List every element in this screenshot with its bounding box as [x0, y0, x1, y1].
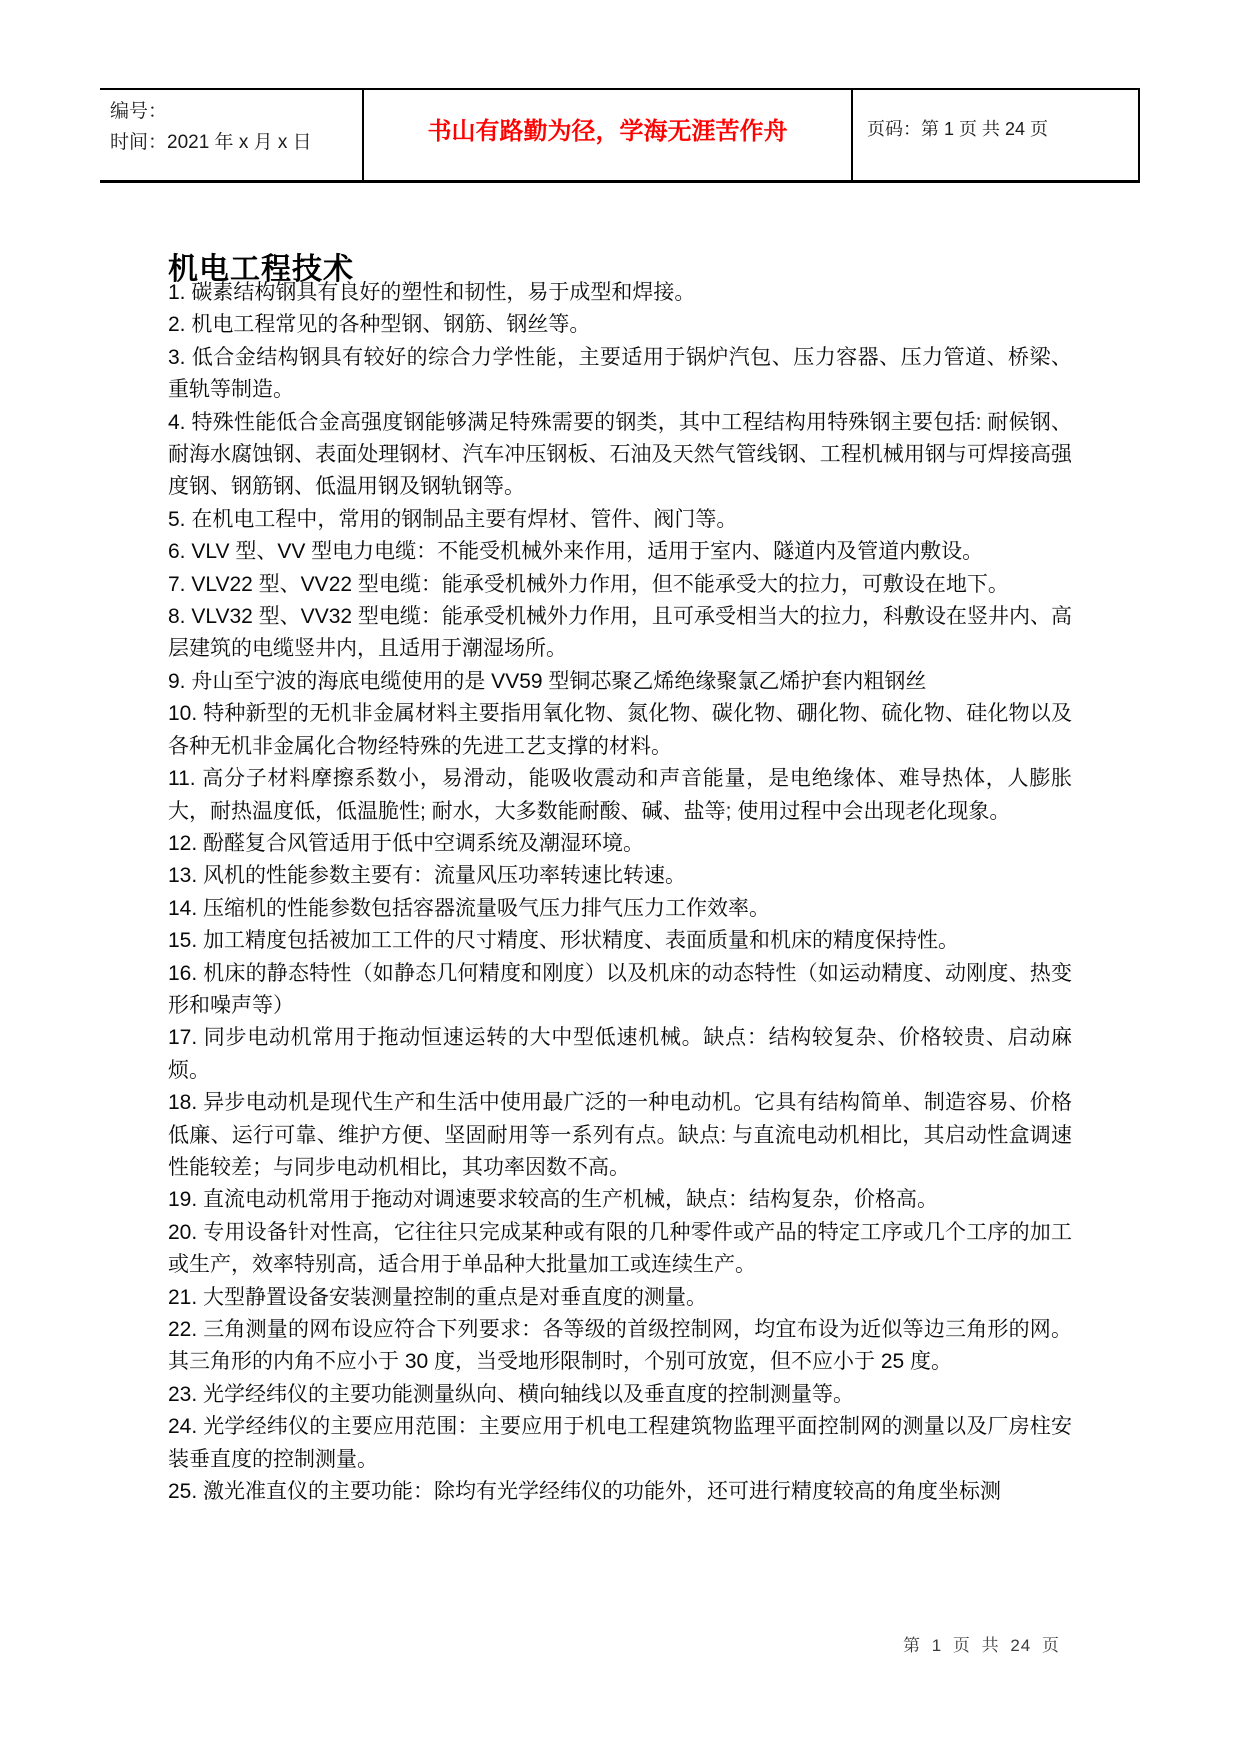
header-page-info: 页码：第 1 页 共 24 页 — [867, 119, 1049, 139]
list-item: 18. 异步电动机是现代生产和生活中使用最广泛的一种电动机。它具有结构简单、制造容易、价格低廉、运行可靠、维护方便、坚固耐用等一系列有点。缺点: 与直流电动机相比，其启动性盒调速性能较差；与同步电动机相比，其功率因数不高。 — [168, 1091, 1072, 1179]
list-item: 9. 舟山至宁波的海底电缆使用的是 VV59 型铜芯聚乙烯绝缘聚氯乙烯护套内粗钢丝 — [168, 669, 927, 693]
list-item: 17. 同步电动机常用于拖动恒速运转的大中型低速机械。缺点：结构较复杂、价格较贵、启动麻烦。 — [168, 1026, 1072, 1082]
list-item: 14. 压缩机的性能参数包括容器流量吸气压力排气压力工作效率。 — [168, 896, 771, 920]
page-title: 机电工程技术 — [168, 253, 354, 287]
list-item: 4. 特殊性能低合金高强度钢能够满足特殊需要的钢类，其中工程结构用特殊钢主要包括: 耐候钢、耐海水腐蚀钢、表面处理钢材、汽车冲压钢板、石油及天然气管线钢、工程机械用钢与可焊接高强度钢、钢筋钢、低温用钢及钢轨钢等。 — [168, 410, 1072, 499]
header-motto-cell — [364, 90, 853, 180]
list-item: 16. 机床的静态特性（如静态几何精度和刚度）以及机床的动态特性（如运动精度、动刚度、热变形和噪声等） — [168, 961, 1072, 1017]
list-item: 5. 在机电工程中，常用的钢制品主要有焊材、管件、阀门等。 — [168, 507, 738, 531]
list-item: 13. 风机的性能参数主要有：流量风压功率转速比转速。 — [168, 864, 687, 888]
list-item: 25. 激光准直仪的主要功能：除均有光学经纬仪的功能外，还可进行精度较高的角度坐标测 — [168, 1480, 1002, 1504]
list-item: 20. 专用设备针对性高，它往往只完成某种或有限的几种零件或产品的特定工序或几个工序的加工或生产，效率特别高，适合用于单品种大批量加工或连续生产。 — [168, 1220, 1072, 1277]
list-item: 10. 特种新型的无机非金属材料主要指用氧化物、氮化物、碳化物、硼化物、硫化物、硅化物以及各种无机非金属化合物经特殊的先进工艺支撑的材料。 — [168, 702, 1072, 758]
document-body — [168, 277, 1072, 1508]
list-item: 21. 大型静置设备安装测量控制的重点是对垂直度的测量。 — [168, 1285, 708, 1309]
list-item: 19. 直流电动机常用于拖动对调速要求较高的生产机械，缺点：结构复杂，价格高。 — [168, 1188, 939, 1212]
list-item: 7. VLV22 型、VV22 型电缆：能承受机械外力作用，但不能承受大的拉力，可敷设在地下。 — [168, 572, 1009, 596]
list-item: 11. 高分子材料摩擦系数小，易滑动，能吸收震动和声音能量，是电绝缘体、难导热体，人膨胀大，耐热温度低，低温脆性; 耐水，大多数能耐酸、碱、盐等; 使用过程中会出现老化现象。 — [168, 767, 1072, 823]
list-item: 24. 光学经纬仪的主要应用范围：主要应用于机电工程建筑物监理平面控制网的测量以及厂房柱安装垂直度的控制测量。 — [168, 1415, 1072, 1471]
list-item: 8. VLV32 型、VV32 型电缆：能承受机械外力作用，且可承受相当大的拉力，科敷设在竖井内、高层建筑的电缆竖井内，且适用于潮湿场所。 — [168, 605, 1072, 661]
list-item: 6. VLV 型、VV 型电力电缆：不能受机械外来作用，适用于室内、隧道内及管道内敷设。 — [168, 540, 984, 564]
header-page-cell — [853, 90, 1140, 180]
list-item: 2. 机电工程常见的各种型钢、钢筋、钢丝等。 — [168, 313, 591, 337]
header-id-cell — [100, 90, 364, 180]
list-item: 12. 酚醛复合风管适用于低中空调系统及潮湿环境。 — [168, 831, 645, 855]
list-item: 3. 低合金结构钢具有较好的综合力学性能，主要适用于锅炉汽包、压力容器、压力管道、桥梁、重轨等制造。 — [168, 345, 1072, 402]
list-item: 1. 碳素结构钢具有良好的塑性和韧性，易于成型和焊接。 — [168, 281, 696, 304]
header-date-line: 时间：2021 年 x 月 x 日 — [110, 132, 312, 153]
list-item: 23. 光学经纬仪的主要功能测量纵向、横向轴线以及垂直度的控制测量等。 — [168, 1382, 855, 1406]
header-number-label: 编号： — [110, 101, 168, 122]
list-item: 15. 加工精度包括被加工工件的尺寸精度、形状精度、表面质量和机床的精度保持性。 — [168, 929, 960, 953]
header-table — [100, 88, 1140, 183]
list-item: 22. 三角测量的网布设应符合下列要求：各等级的首级控制网，均宜布设为近似等边三角形的网。其三角形的内角不应小于 30 度，当受地形限制时，个别可放宽，但不应小于 25 度。 — [168, 1318, 1072, 1374]
footer-page-number: 第 1 页 共 24 页 — [903, 1636, 1060, 1655]
header-motto-text: 书山有路勤为径，学海无涯苦作舟 — [427, 117, 788, 145]
